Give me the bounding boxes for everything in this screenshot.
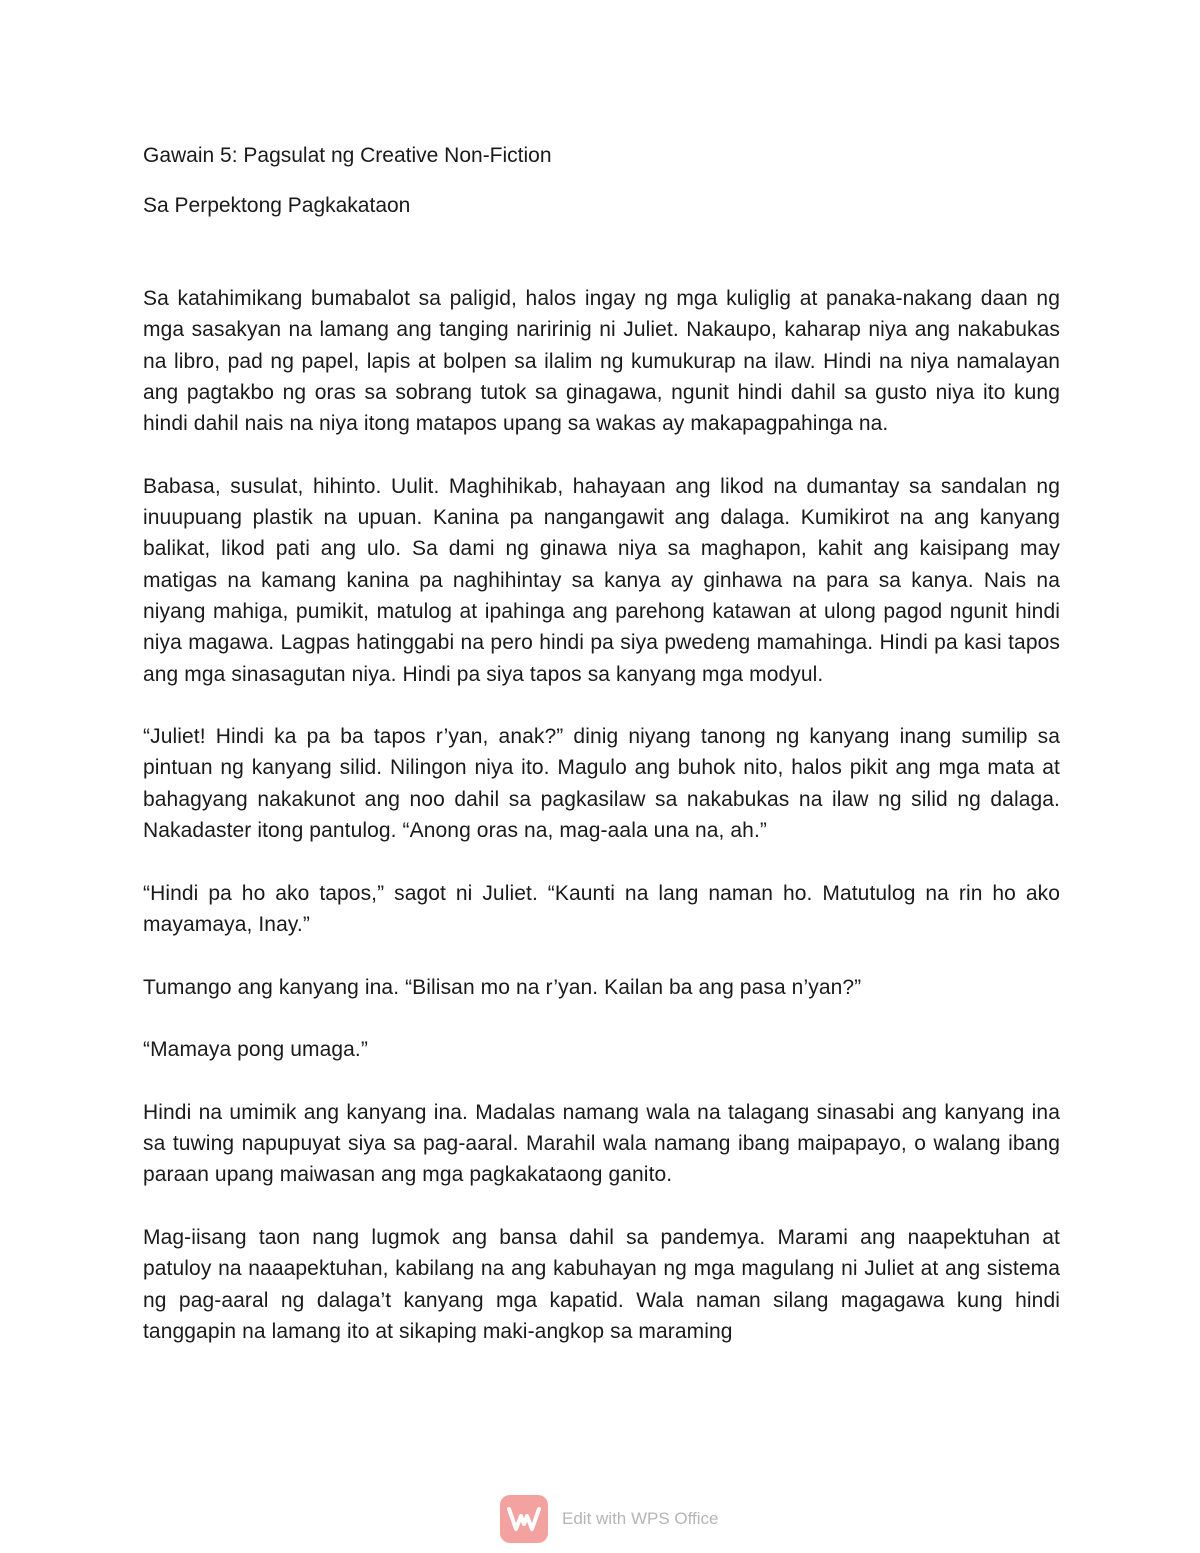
wps-watermark[interactable] (500, 1494, 719, 1544)
activity-title: Gawain 5: Pagsulat ng Creative Non-Fiction (143, 144, 552, 167)
paragraph: Tumango ang kanyang ina. “Bilisan mo na r’yan. Kailan ba ang pasa n’yan?” (143, 975, 862, 999)
paragraph: Sa katahimikang bumabalot sa paligid, halos ingay ng mga kuliglig at panaka-nakang daan ng mga sasakyan na lamang ang tanging naririnig ni Juliet. Nakaupo, kaharap niya ang nakabukas na libro, pad ng papel, lapis at bolpen sa ilalim ng kumukurap na ilaw. Hindi na niya namalayan ang pagtakbo ng oras sa sobrang tutok sa ginagawa, ngunit hindi dahil sa gusto niya ito kung hindi dahil nais na niya itong matapos upang sa wakas ay makapagpahinga na. (143, 287, 1060, 436)
story-body (143, 283, 1060, 1347)
paragraph: “Hindi pa ho ako tapos,” sagot ni Juliet. “Kaunti na lang naman ho. Matutulog na rin ho ako mayamaya, Inay.” (143, 881, 1060, 936)
paragraph: Babasa, susulat, hihinto. Uulit. Maghihikab, hahayaan ang likod na dumantay sa sandalan ng inuupuang plastik na upuan. Kanina pa nangangawit ang dalaga. Kumikirot na ang kanyang balikat, likod pati ang ulo. Sa dami ng ginawa niya sa maghapon, kahit ang kaisipang may matigas na kamang kanina pa naghihintay sa kanya ay ginhawa na para sa kanya. Nais na niyang mahiga, pumikit, matulog at ipahinga ang parehong katawan at ulong pagod ngunit hindi niya magawa. Lagpas hatinggabi na pero hindi pa siya pwedeng mamahinga. Hindi pa kasi tapos ang mga sinasagutan niya. Hindi pa siya tapos sa kanyang mga modyul. (143, 474, 1060, 686)
paragraph: “Juliet! Hindi ka pa ba tapos r’yan, anak?” dinig niyang tanong ng kanyang inang sumilip sa pintuan ng kanyang silid. Nilingon niya ito. Magulo ang buhok nito, halos pikit ang mga mata at bahagyang nakakunot ang noo dahil sa pagkasilaw sa nakabukas na ilaw ng silid ng dalaga. Nakadaster itong pantulog. “Anong oras na, mag-aala una na, ah.” (143, 725, 1060, 843)
paragraph: “Mamaya pong umaga.” (143, 1038, 368, 1062)
watermark-text: Edit with WPS Office (562, 1509, 719, 1528)
wps-logo-icon (500, 1495, 548, 1543)
document-page (143, 140, 1060, 1378)
paragraph: Hindi na umimik ang kanyang ina. Madalas namang wala na talagang sinasabi ang kanyang ina sa tuwing napupuyat siya sa pag-aaral. Marahil wala namang ibang maipapayo, o walang ibang paraan upang maiwasan ang mga pagkakataong ganito. (143, 1100, 1060, 1187)
story-title: Sa Perpektong Pagkakataon (143, 194, 411, 217)
paragraph: Mag-iisang taon nang lugmok ang bansa dahil sa pandemya. Marami ang naapektuhan at patuloy na naaapektuhan, kabilang na ang kabuhayan ng mga magulang ni Juliet at ang sistema ng pag-aaral ng dalaga’t kanyang mga kapatid. Wala naman silang magagawa kung hindi tanggapin na lamang ito at sikaping maki-angkop sa maraming (143, 1225, 1060, 1343)
